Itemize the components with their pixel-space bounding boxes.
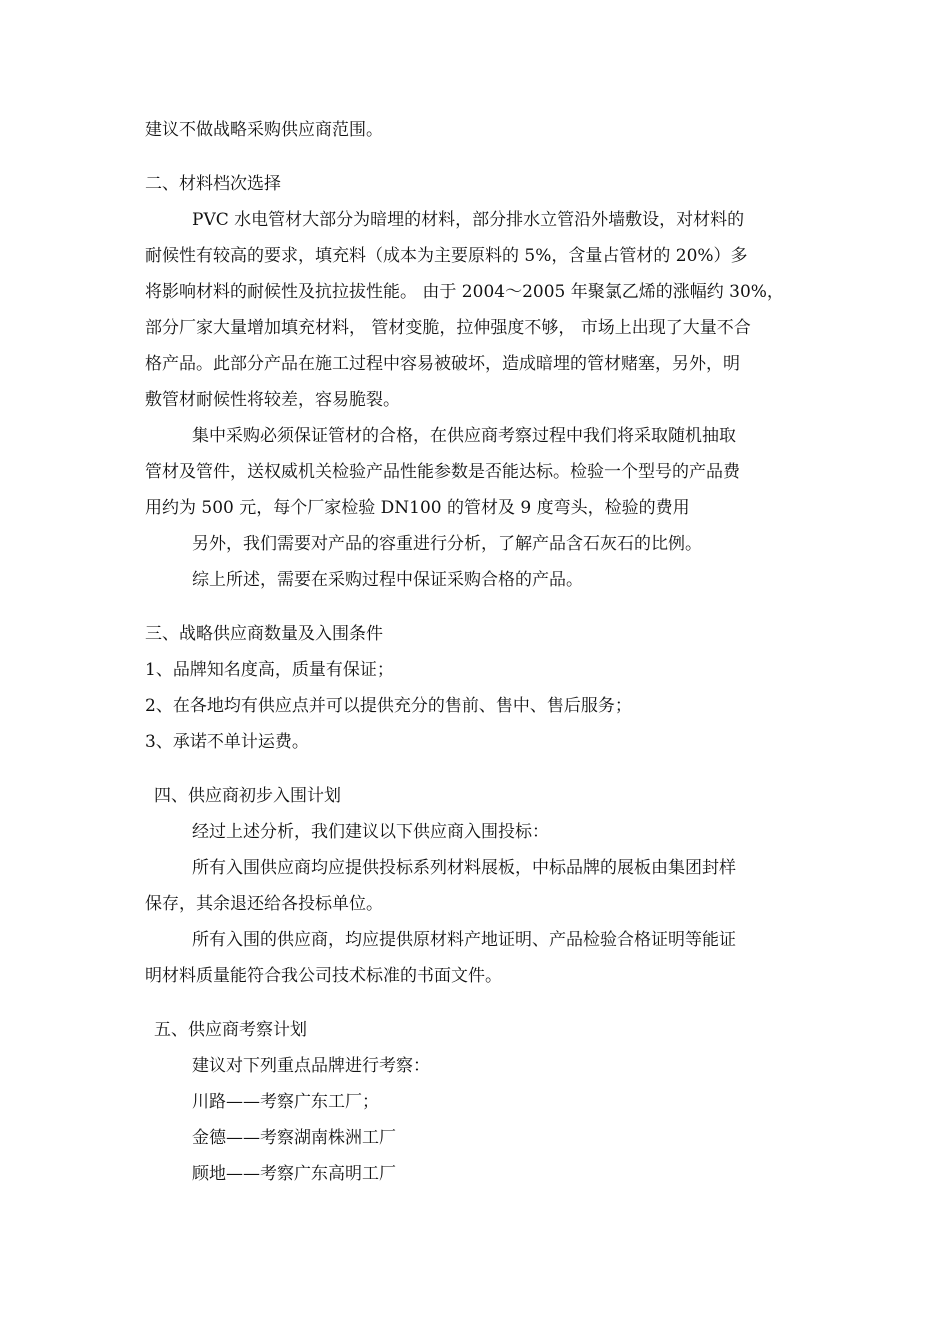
section2-p4: 综上所述，需要在采购过程中保证采购合格的产品。 xyxy=(192,570,583,590)
section2-p3: 另外，我们需要对产品的容重进行分析，了解产品含石灰石的比例。 xyxy=(192,534,702,554)
section2-p1-line5: 格产品。此部分产品在施工过程中容易被破坏，造成暗埋的管材赌塞，另外，明 xyxy=(145,354,740,374)
section2-p1-line2: 耐候性有较高的要求，填充料（成本为主要原料的 5%，含量占管材的 20%）多 xyxy=(145,246,748,266)
section2-p2-line2: 管材及管件，送权威机关检验产品性能参数是否能达标。检验一个型号的产品费 xyxy=(145,462,740,482)
section5-p1: 建议对下列重点品牌进行考察： xyxy=(192,1056,430,1076)
section2-p1-line3: 将影响材料的耐候性及抗拉拔性能。 由于 2004～2005 年聚氯乙烯的涨幅约 30%， xyxy=(145,282,784,302)
section2-p2-line3: 用约为 500 元，每个厂家检验 DN100 的管材及 9 度弯头，检验的费用 xyxy=(145,498,690,518)
section3-item-3: 3、承诺不单计运费。 xyxy=(145,732,309,752)
section2-p2-line1: 集中采购必须保证管材的合格，在供应商考察过程中我们将采取随机抽取 xyxy=(192,426,736,446)
section4-p3-line1: 所有入围的供应商，均应提供原材料产地证明、产品检验合格证明等能证 xyxy=(192,930,736,950)
section4-heading: 四、供应商初步入围计划 xyxy=(154,786,341,806)
section3-item-1: 1、品牌知名度高，质量有保证； xyxy=(145,660,394,680)
section2-heading: 二、材料档次选择 xyxy=(145,174,281,194)
section3-heading: 三、战略供应商数量及入围条件 xyxy=(145,624,383,644)
intro-line: 建议不做战略采购供应商范围。 xyxy=(145,120,383,140)
section4-p3-line2: 明材料质量能符合我公司技术标准的书面文件。 xyxy=(145,966,502,986)
section3-item-2: 2、在各地均有供应点并可以提供充分的售前、售中、售后服务； xyxy=(145,696,632,716)
section4-p1: 经过上述分析，我们建议以下供应商入围投标： xyxy=(192,822,549,842)
section2-p1-line4: 部分厂家大量增加填充材料， 管材变脆，拉伸强度不够， 市场上出现了大量不合 xyxy=(145,318,751,338)
section5-item-2: 金德——考察湖南株洲工厂 xyxy=(192,1128,396,1148)
section5-heading: 五、供应商考察计划 xyxy=(154,1020,307,1040)
section2-p1-line1: PVC 水电管材大部分为暗埋的材料，部分排水立管沿外墙敷设，对材料的 xyxy=(192,210,745,230)
section4-p2-line1: 所有入围供应商均应提供投标系列材料展板，中标品牌的展板由集团封样 xyxy=(192,858,736,878)
section2-p1-line6: 敷管材耐候性将较差，容易脆裂。 xyxy=(145,390,400,410)
section4-p2-line2: 保存，其余退还给各投标单位。 xyxy=(145,894,383,914)
section5-item-1: 川路——考察广东工厂； xyxy=(192,1092,379,1112)
section5-item-3: 顾地——考察广东高明工厂 xyxy=(192,1164,396,1184)
